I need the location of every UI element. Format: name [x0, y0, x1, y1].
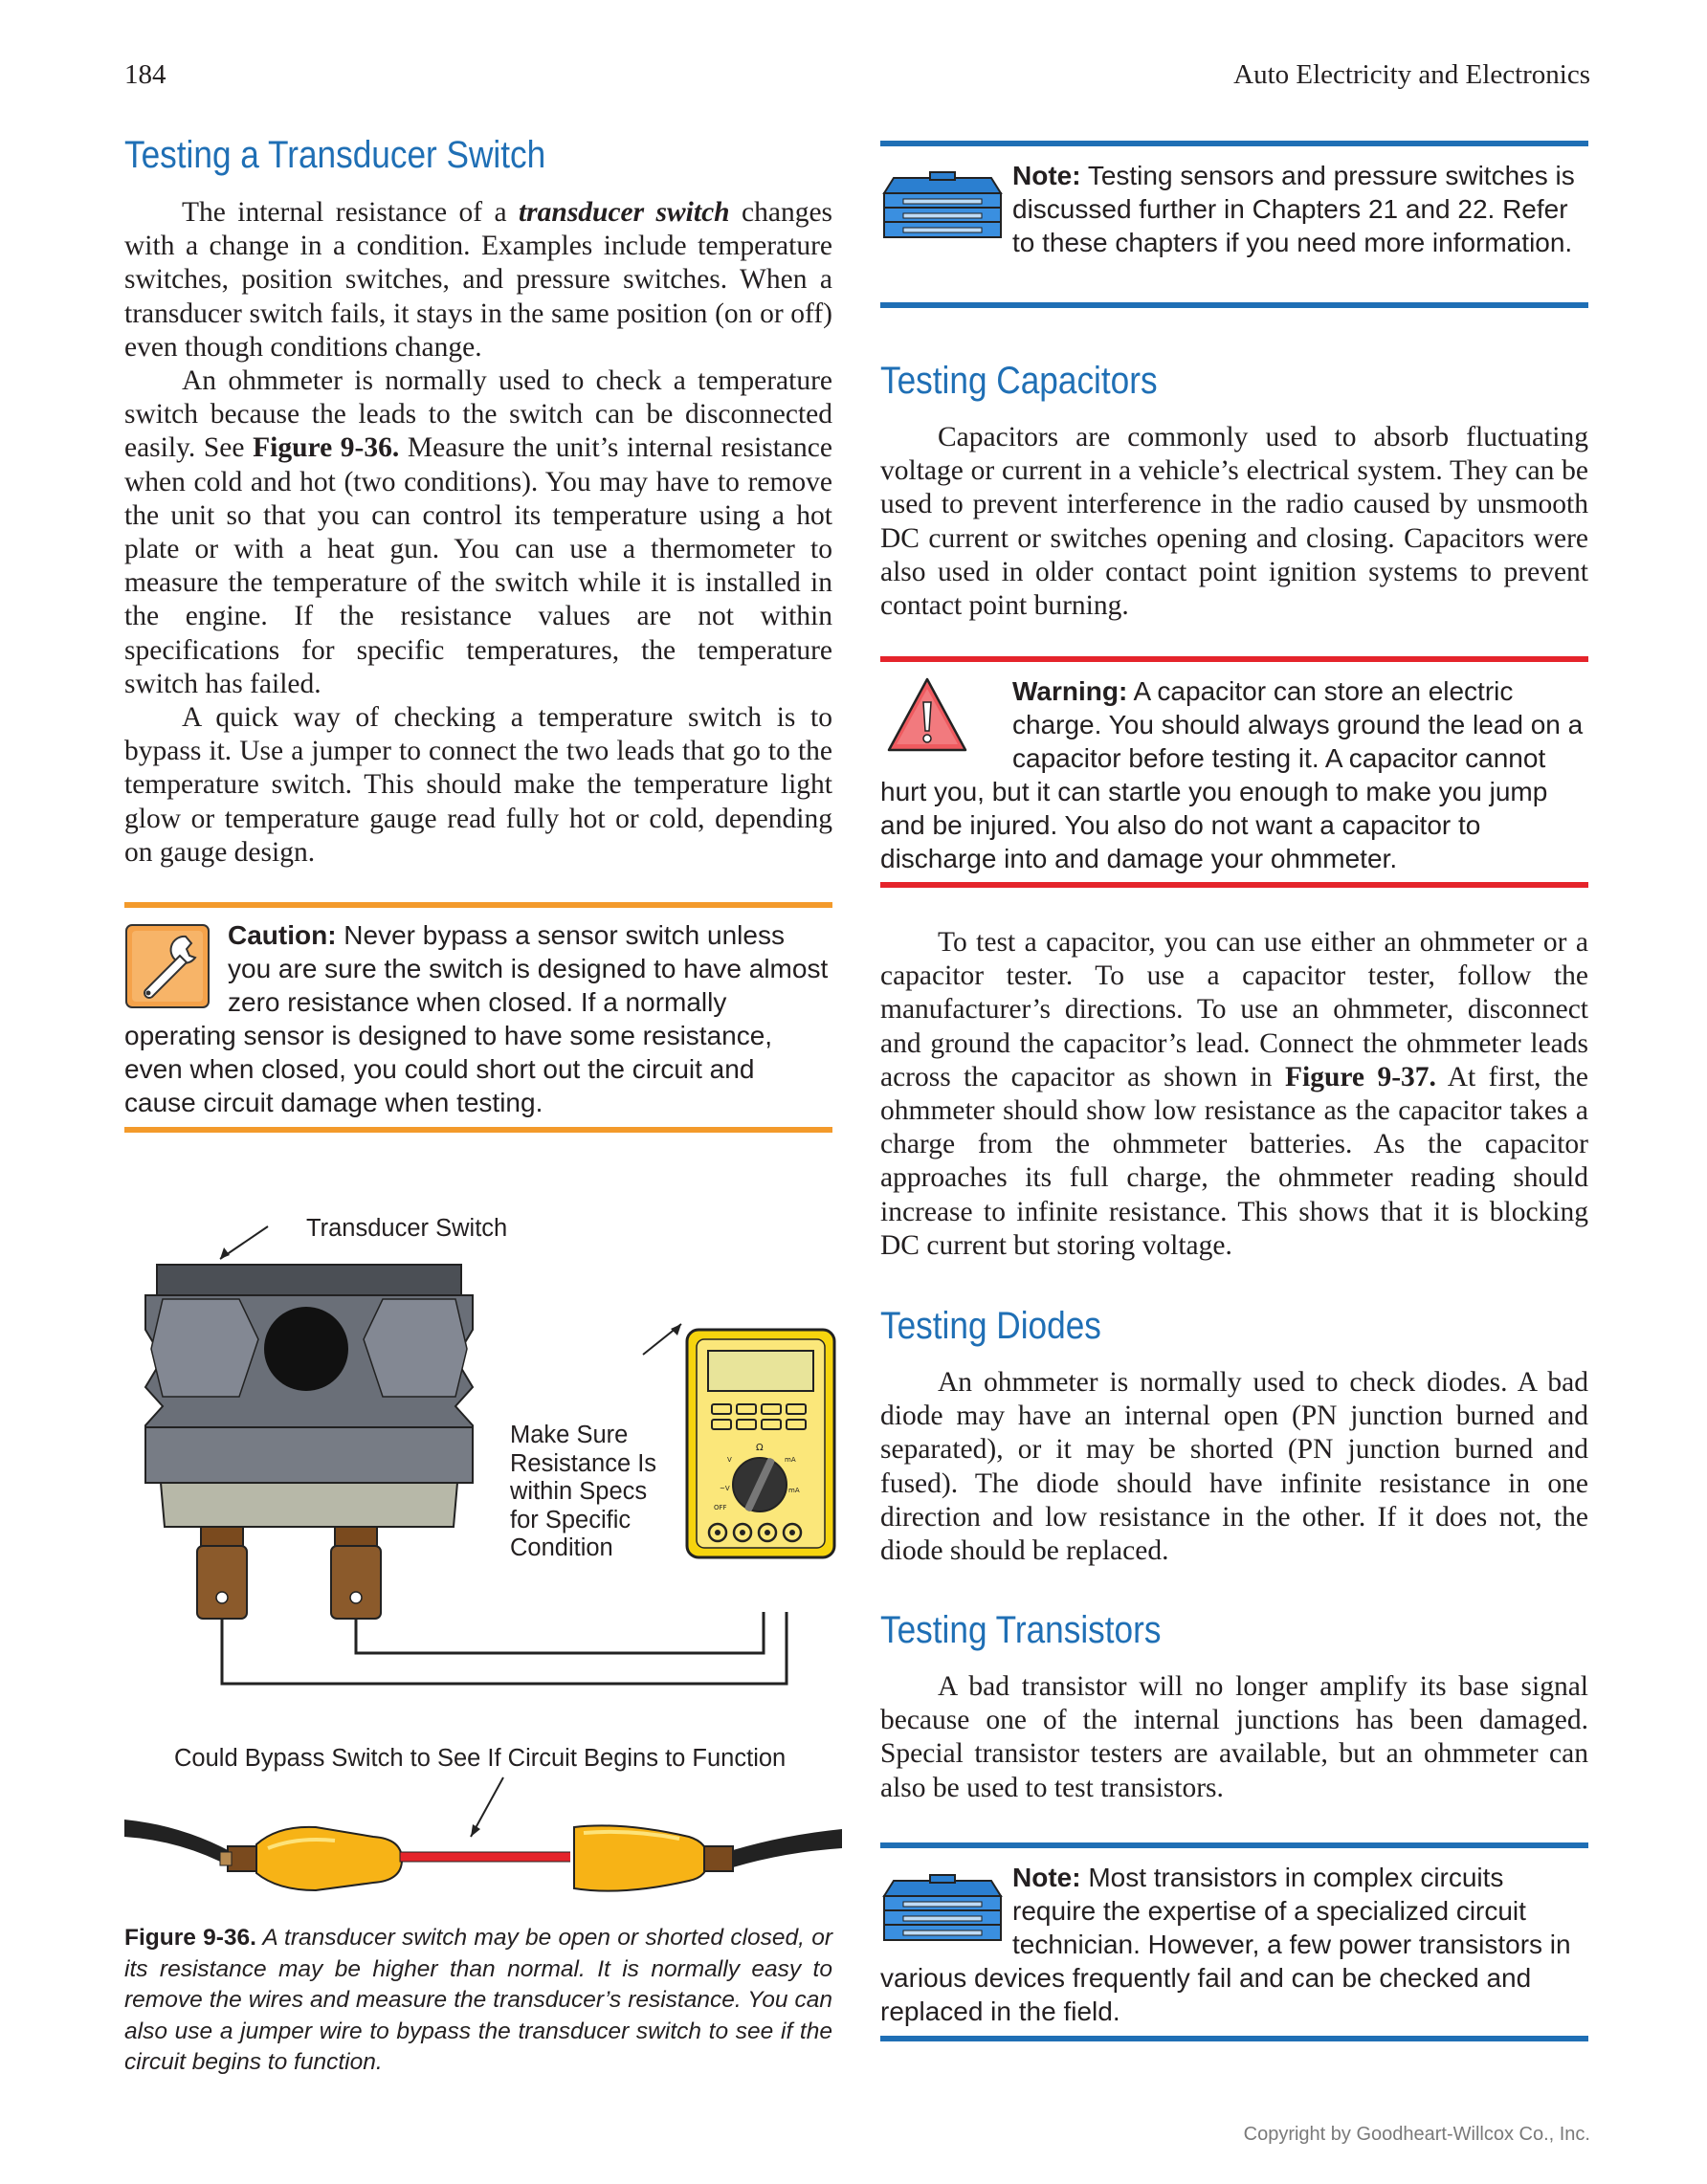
paragraph: An ohmmeter is normally used to check a temperature switch because the leads to the switch can be disconnected easily. See Figure 9-36. Measure the unit’s internal resistance when cold and hot (two conditions). You may have to remove the unit so that you can control its temperature using a hot plate or with a heat gun. You can use a thermometer to measure the temperature of the switch while it is installed in the engine. If the resistance values are not within specifications for specific temperatures, the temperature switch has failed.	[124, 365, 832, 699]
section-heading-transistors: Testing Transistors	[880, 1609, 1162, 1651]
meter-scale-label: mA	[788, 1487, 800, 1494]
label-transducer-switch: Transducer Switch	[306, 1215, 508, 1242]
figure-caption: Figure 9-36. A transducer switch may be open or shorted closed, or its resistance may be higher than normal. It is normally easy to remove the wires and measure the transducer’s resistance. You can also use a jumper wire to bypass the transducer switch to see if the circuit begins to function.	[124, 1925, 832, 2075]
capacitors-body	[880, 421, 1588, 623]
meter-scale-label: mA	[785, 1456, 796, 1464]
paragraph: A quick way of checking a temperature switch is to bypass it. Use a jumper to connect the two leads that go to the temperature switch. This should make the temperature light glow or temperature gauge read fully hot or cold, depending on gauge design.	[124, 702, 832, 868]
page-number: 184	[124, 59, 166, 90]
paragraph: The internal resistance of a transducer switch changes with a change in a condition. Examples include temperature switches, position switches, and pressure switches. When a transducer switch fails, it stays in the same position (on or off) even though conditions change.	[124, 197, 833, 363]
paragraph: An ohmmeter is normally used to check diodes. A bad diode may have an internal open (PN junction burned and separated), or it may be shorted (PN junction burned and fused). The diode should have infinite resistance in one direction and low resistance in the other. If it does not, the diode should be replaced.	[880, 1367, 1588, 1567]
test-lead-wire	[356, 1612, 764, 1653]
label-make-sure: Make Sure Resistance Is within Specs for Specific Condition	[510, 1422, 657, 1561]
paragraph: Capacitors are commonly used to absorb fluctuating voltage or current in a vehicle’s electrical system. They can be used to prevent interference in the radio caused by unsmooth DC current or switches opening and closing. Capacitors were also used in older contact point ignition systems to prevent contact point burning.	[880, 422, 1588, 622]
note-box: Note: Most transistors in complex circuits require the expertise of a specialized circuit technician. However, a few power transistors in various devices frequently fail and can be checked and replaced in the field.	[880, 1863, 1571, 2026]
transistors-body	[880, 1670, 1588, 1805]
toolbox-icon	[880, 165, 1005, 241]
note-label: Note:	[1012, 1863, 1081, 1892]
capacitors-body-2	[880, 926, 1588, 1263]
ohmmeter-drawing	[687, 1330, 834, 1557]
meter-scale-label: V	[727, 1456, 732, 1464]
note-top-rule	[880, 1842, 1588, 1848]
caution-top-rule	[124, 902, 832, 908]
note-bottom-rule	[880, 302, 1588, 308]
figure-reference: Figure 9-37.	[1284, 1061, 1436, 1092]
warning-box: Warning: A capacitor can store an electric charge. You should always ground the lead on a capacitor before testing it. A capacitor cannot hurt you, but it can startle you enough to make you jump and be injured. You also do not want a capacitor to discharge into and damage your ohmmeter.	[880, 676, 1584, 873]
transducer-switch-drawing	[145, 1265, 473, 1619]
jumper-wire-drawing	[124, 1820, 842, 1891]
warning-top-rule	[880, 656, 1588, 662]
section-heading-diodes: Testing Diodes	[880, 1305, 1101, 1347]
running-header: Auto Electricity and Electronics	[1233, 59, 1590, 90]
test-lead-wire	[222, 1612, 787, 1684]
figure-9-36	[124, 1205, 842, 1913]
note-top-rule	[880, 141, 1588, 146]
caution-box: Caution: Never bypass a sensor switch unless you are sure the switch is designed to have almost zero resistance when closed. If a normally operating sensor is designed to have some resistance, even when closed, you could short out the circuit and cause circuit damage when testing.	[124, 920, 829, 1117]
meter-scale-label: ~V	[720, 1485, 730, 1492]
term-transducer-switch: transducer switch	[518, 197, 730, 228]
label-bypass: Could Bypass Switch to See If Circuit Begins to Function	[174, 1745, 787, 1772]
figure-reference: Figure 9-36.	[253, 432, 400, 464]
section-heading-capacitors: Testing Capacitors	[880, 360, 1158, 402]
figure-caption-label: Figure 9-36.	[124, 1925, 256, 1951]
warning-bottom-rule	[880, 882, 1588, 888]
caution-bottom-rule	[124, 1127, 832, 1133]
paragraph: To test a capacitor, you can use either an ohmmeter or a capacitor tester. To use a capacitor tester, follow the manufacturer’s directions. To use an ohmmeter, disconnect and ground the capacitor’s lead. Connect the ohmmeter leads across the capacitor as shown in Figure 9-37. At first, the ohmmeter should show low resistance as the capacitor takes a charge from the ohmmeter batteries. As the capacitor approaches its full charge, the ohmmeter reading should increase to infinite resistance. This shows that it is blocking DC current but storing voltage.	[880, 927, 1588, 1261]
note-bottom-rule	[880, 2036, 1588, 2041]
meter-scale-label: Ω	[756, 1443, 764, 1453]
meter-scale-label: OFF	[714, 1504, 727, 1511]
paragraph: A bad transistor will no longer amplify its base signal because one of the internal junctions has been damaged. Special transistor testers are available, but an ohmmeter can also be used to test transistors.	[880, 1671, 1588, 1803]
warning-label: Warning:	[1012, 676, 1128, 706]
transducer-body	[124, 196, 832, 870]
note-label: Note:	[1012, 161, 1081, 190]
diodes-body	[880, 1366, 1588, 1568]
caution-label: Caution:	[228, 920, 337, 950]
section-heading-transducer: Testing a Transducer Switch	[124, 134, 546, 176]
note-box: Note: Testing sensors and pressure switches is discussed further in Chapters 21 and 22. Refer to these chapters if you need more information.	[1012, 161, 1575, 257]
copyright-notice: Copyright by Goodheart-Willcox Co., Inc.	[1243, 2124, 1590, 2145]
